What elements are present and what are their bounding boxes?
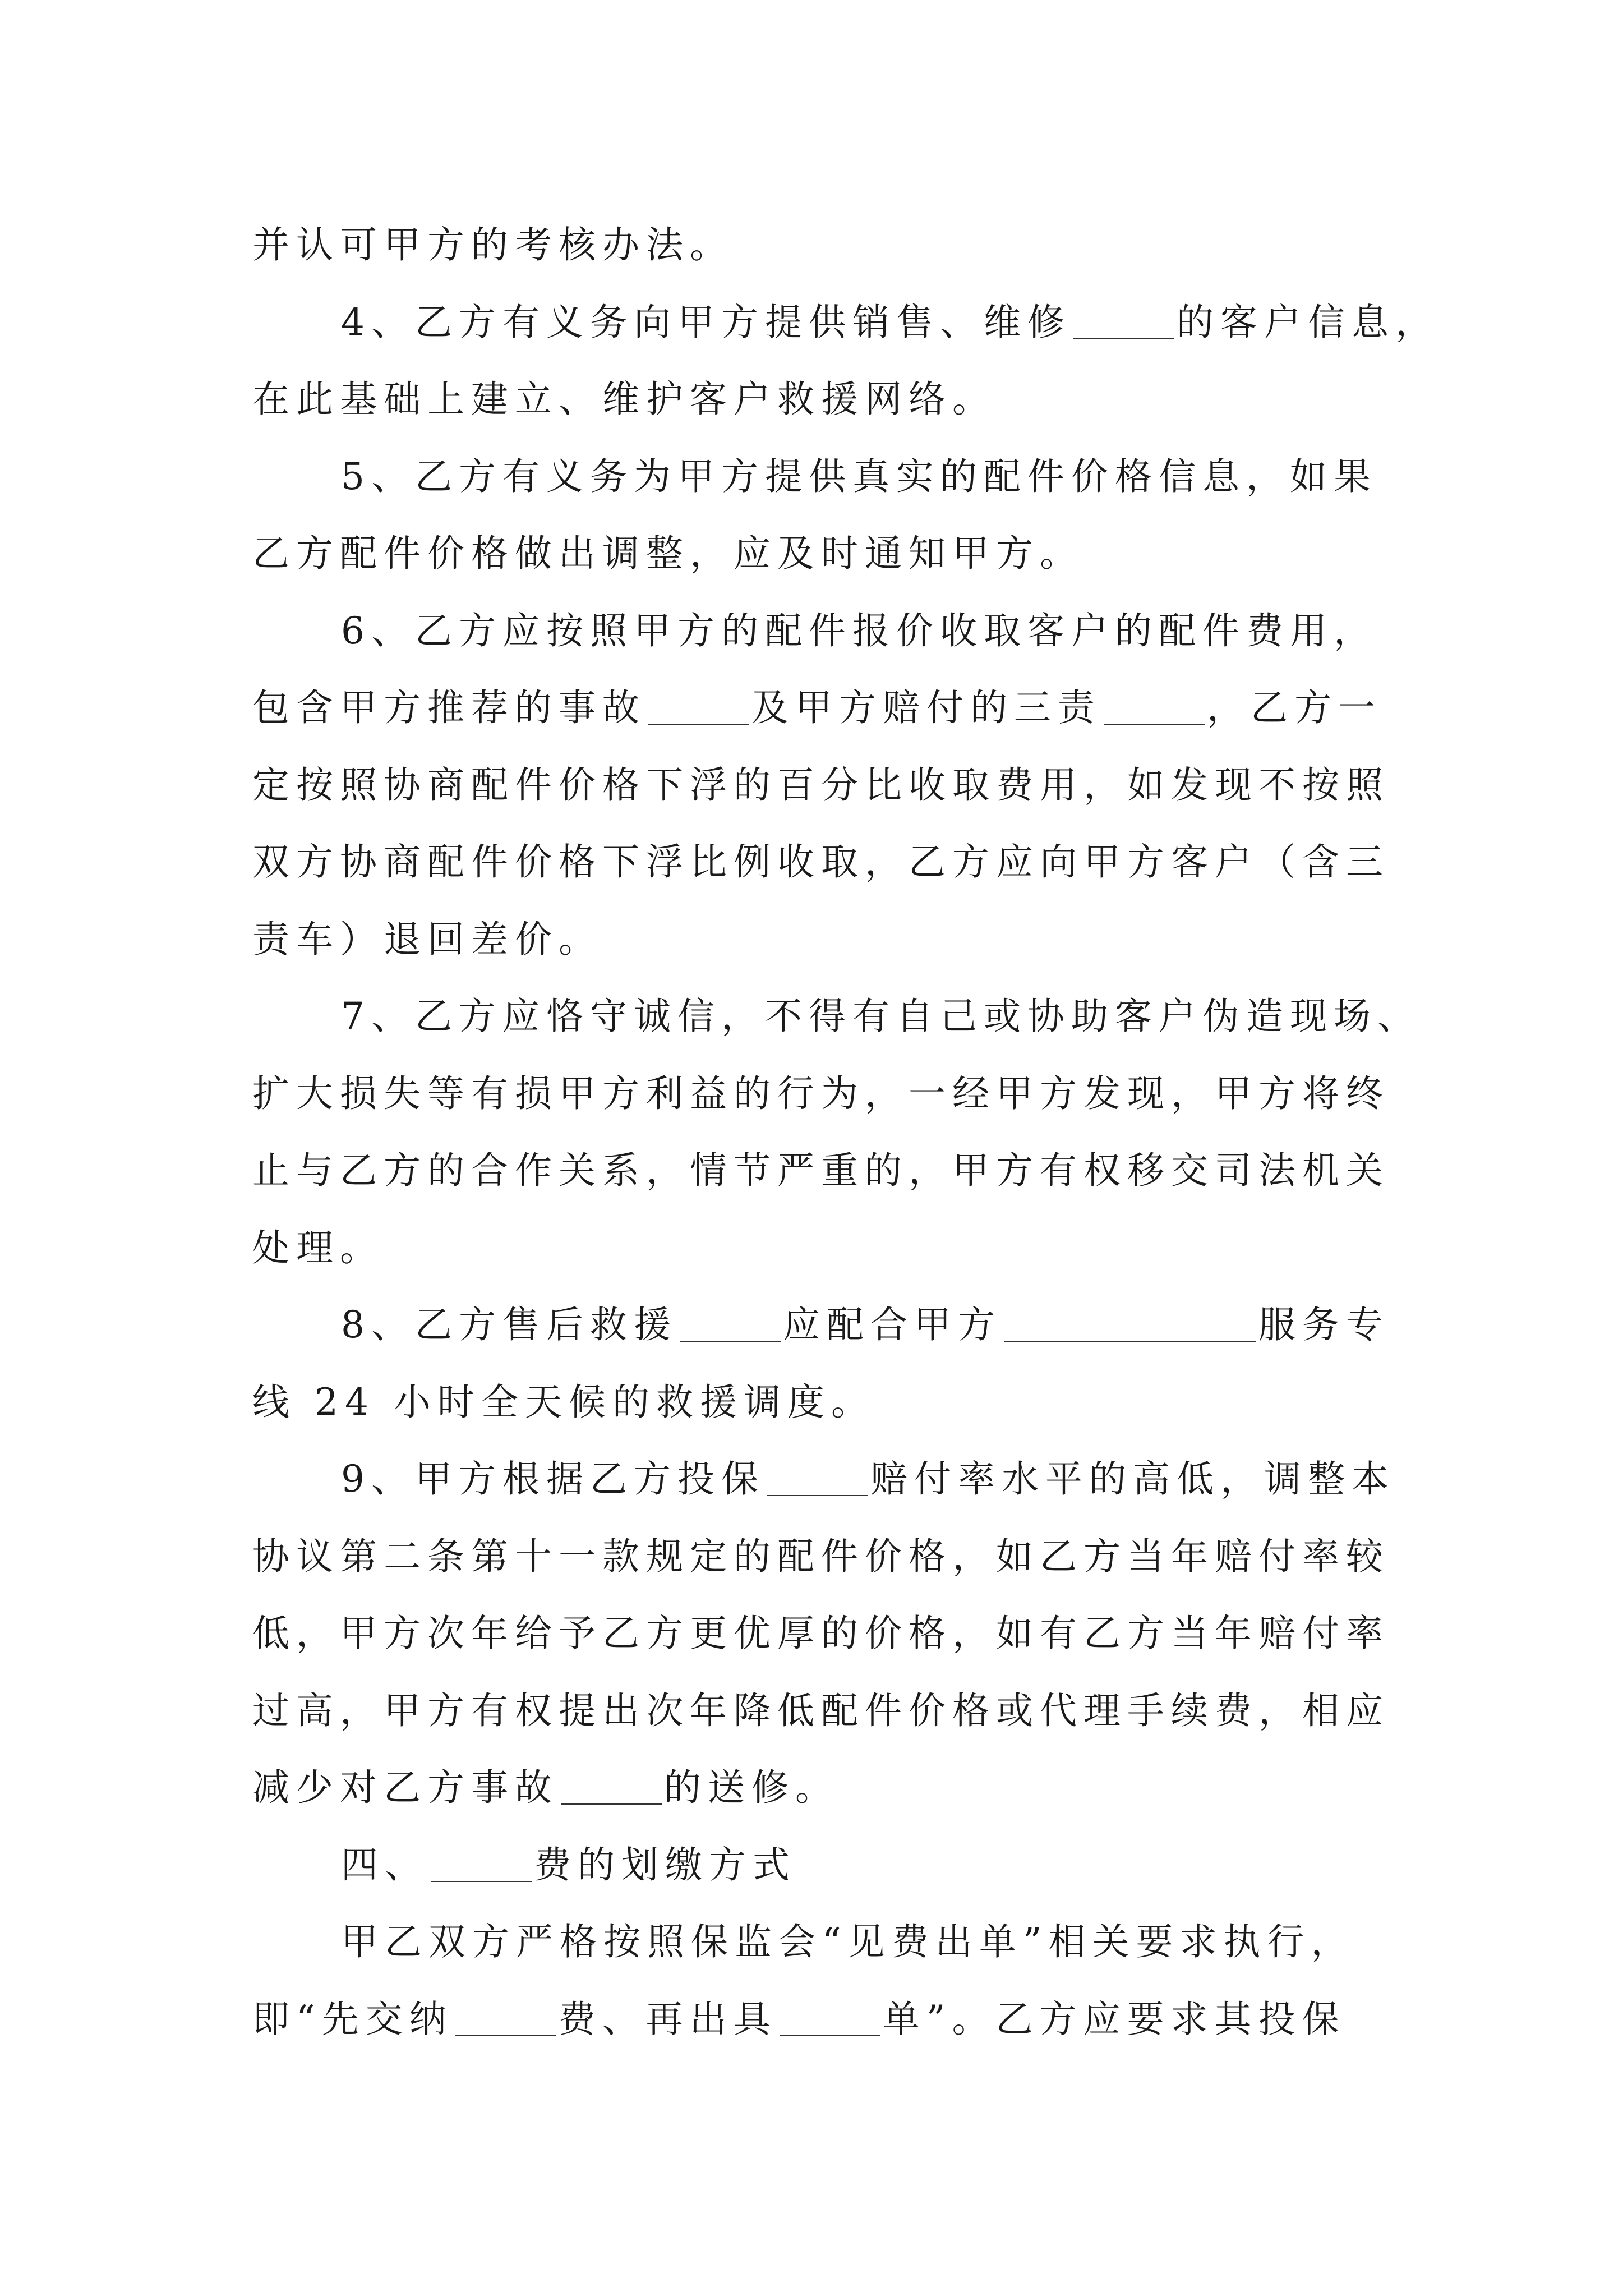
text-segment: 包含甲方推荐的事故 [252,686,646,729]
text-segment: 减少对乙方事故 [252,1766,559,1809]
text-segment: 7、乙方应恪守诚信，不得有自己或协助客户伪造现场、 [341,995,1421,1038]
text-line [252,1209,1391,1287]
text-segment: 费的划缴方式 [534,1843,796,1887]
text-line [252,1441,1395,1518]
text-segment: 止与乙方的合作关系，情节严重的，甲方有权移交司法机关 [252,1149,1390,1192]
fill-in-blank [431,1880,532,1882]
text-line [252,823,1391,901]
text-line [252,592,1391,670]
text-line [252,747,1391,824]
text-segment: 即“先交纳 [252,1997,453,2041]
text-segment: 双方协商配件价格下浮比例收取，乙方应向甲方客户（含三 [252,840,1390,884]
text-segment: 低，甲方次年给予乙方更优厚的价格，如有乙方当年赔付率 [252,1612,1390,1655]
text-segment: 费、再出具 [558,1997,777,2041]
fill-in-blank [1004,1340,1256,1342]
text-segment: 线 24 小时全天候的救援调度。 [252,1380,875,1424]
text-segment: 并认可甲方的考核办法。 [252,223,734,266]
fill-in-blank [1104,723,1205,725]
text-line [252,206,1391,284]
text-segment: 在此基础上建立、维护客户救援网络。 [252,378,996,421]
text-line [252,515,1391,592]
fill-in-blank [767,1494,868,1496]
text-line [252,1981,1391,2058]
text-line [252,1364,1391,1441]
text-segment: 6、乙方应按照甲方的配件报价收取客户的配件费用， [341,609,1377,652]
text-segment: 协议第二条第十一款规定的配件价格，如乙方当年赔付率较 [252,1534,1390,1578]
text-segment: 四、 [341,1843,428,1887]
text-segment: 甲乙双方严格按照保监会“见费出单”相关要求执行， [341,1920,1355,1963]
text-line [252,978,1421,1055]
text-segment: 5、乙方有义务为甲方提供真实的配件价格信息，如果 [341,454,1377,498]
text-line [252,1286,1391,1364]
text-line [252,1595,1391,1672]
document-body [252,206,1439,2058]
text-line [252,1672,1391,1750]
text-segment: 应配合甲方 [783,1303,1002,1346]
text-segment: 的送修。 [664,1766,839,1809]
text-segment: 的客户信息， [1177,300,1439,344]
text-segment: 9、甲方根据乙方投保 [341,1457,765,1501]
text-segment: 单”。乙方应要求其投保 [882,1997,1346,2041]
text-segment: 过高，甲方有权提出次年降低配件价格或代理手续费，相应 [252,1688,1390,1732]
fill-in-blank [780,2035,880,2036]
text-line [252,1055,1391,1133]
fill-in-blank [648,723,749,725]
text-line [252,1903,1391,1981]
text-segment: 赔付率水平的高低，调整本 [870,1457,1395,1501]
text-line [252,1826,1391,1904]
text-segment: 定按照协商配件价格下浮的百分比收取费用，如发现不按照 [252,763,1390,807]
fill-in-blank [680,1340,781,1342]
text-segment: 8、乙方售后救援 [341,1303,677,1346]
text-line [252,669,1391,747]
text-line [252,901,1391,978]
text-segment: 及甲方赔付的三责 [751,686,1101,729]
text-segment: 责车）退回差价。 [252,917,602,961]
text-segment: 4、乙方有义务向甲方提供销售、维修 [341,300,1071,344]
text-segment: 乙方配件价格做出调整，应及时通知甲方。 [252,532,1083,575]
fill-in-blank [1073,338,1174,339]
text-segment: ，乙方一 [1207,686,1382,729]
text-line [252,1518,1391,1595]
fill-in-blank [561,1803,662,1805]
text-line [252,438,1391,516]
text-line [252,361,1391,438]
text-segment: 处理。 [252,1226,384,1269]
text-line [252,284,1439,361]
text-line [252,1749,1391,1826]
text-segment: 扩大损失等有损甲方利益的行为，一经甲方发现，甲方将终 [252,1071,1390,1115]
fill-in-blank [455,2035,556,2036]
text-line [252,1132,1391,1209]
text-segment: 服务专 [1258,1303,1390,1346]
